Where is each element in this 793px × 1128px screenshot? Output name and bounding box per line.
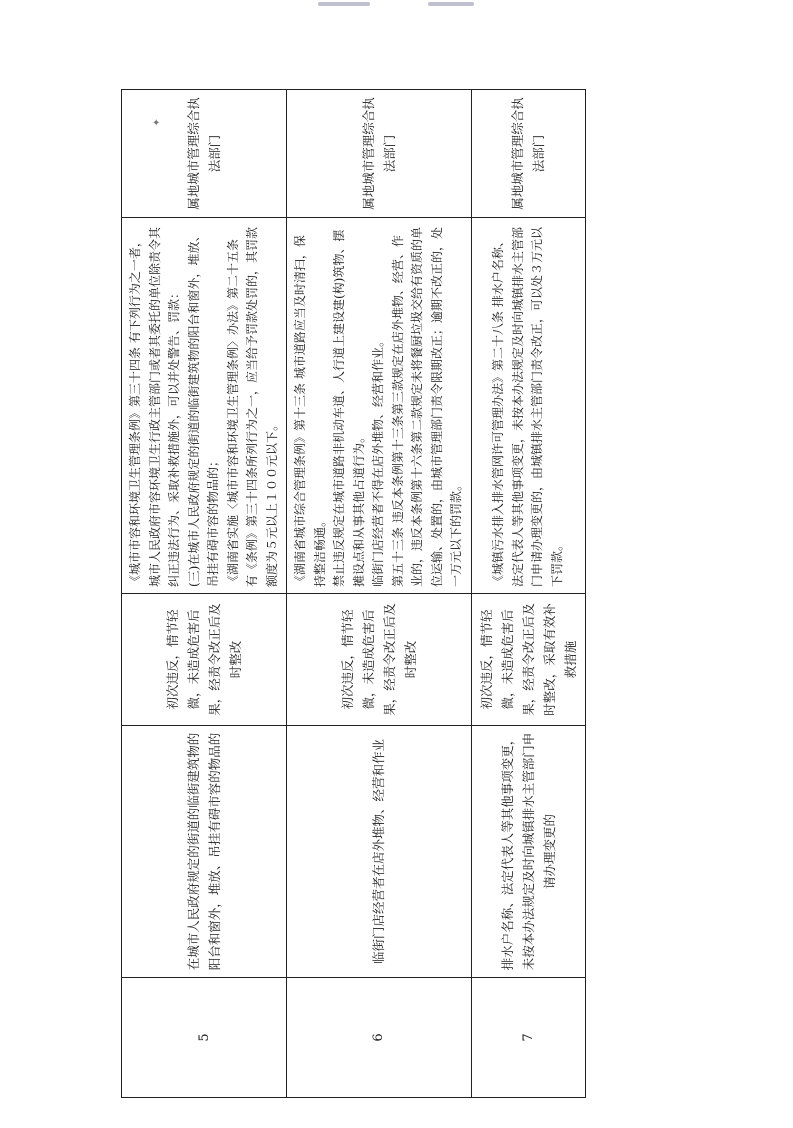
- exemption-condition: 初次违反，情节轻微，未造成危害后果，经责令改正后及时整改: [287, 594, 472, 726]
- enforcement-department: 属地城市管理综合执法部门: [287, 90, 472, 218]
- legal-basis: [122, 218, 287, 594]
- scan-speck: ✦: [152, 118, 161, 129]
- enforcement-department: 属地城市管理综合执法部门: [471, 90, 585, 218]
- table-row: [471, 90, 585, 1098]
- row-number: 6: [287, 978, 472, 1098]
- law-paragraph: 《湖南省实施〈城市市容和环境卫生管理条例〉办法》第二十五条 有《条例》第三十四条所列行为之一，应当给予罚款处罚的，其罚款额度为５元以上１００元以下。: [225, 226, 279, 587]
- law-paragraph: 临街门店经营者不得在店外堆物、经营和作业。: [371, 334, 385, 587]
- row-number: 7: [471, 978, 585, 1098]
- exemption-condition: 初次违反，情节轻微，未造成危害后果，经责令改正后及时整改: [122, 594, 287, 726]
- row-number: 5: [122, 978, 287, 1098]
- violation-behavior: 在城市人民政府规定的街道的临街建筑物的阳台和窗外，堆放、吊挂有碍市容的物品的: [122, 726, 287, 978]
- law-paragraph: 《城市市容和环境卫生管理条例》第三十四条 有下列行为之一者，城市人民政府市容环境卫生行政主管部门或者其委托的单位除责令其纠正违法行为、采取补救措施外，可以并处警告、罚款：: [128, 226, 181, 587]
- table-row: [122, 90, 287, 1098]
- legal-basis: [287, 218, 472, 594]
- violation-behavior: 排水户名称、法定代表人等其他事项变更，未按本办法规定及时向城镇排水主管部门申请办理变更的: [471, 726, 585, 978]
- law-paragraph: 《城镇污水排入排水管网许可管理办法》第二十八条 排水户名称、法定代表人等其他事项变更，未按本办法规定及时向城镇排水主管部门申请办理变更的，由城镇排水主管部门责令改正，可以处３万元以下罚款。: [491, 226, 564, 587]
- law-paragraph: 禁止违反规定在城市道路非机动车道、人行道上建设建(构)筑物、摆摊设点和从事其他占道行为。: [332, 229, 366, 587]
- table-row: [287, 90, 472, 1098]
- law-paragraph: (三)在城市人民政府规定的街道的临街建筑物的阳台和窗外，堆放、吊挂有碍市容的物品的；: [186, 229, 220, 587]
- exemption-condition: 初次违反，情节轻微，未造成危害后果，经责令改正后及时整改，采取有效补救措施: [471, 594, 585, 726]
- penalty-table: [121, 89, 586, 1098]
- law-paragraph: 《湖南省城市综合管理条例》第十三条 城市道路应当及时清扫，保持整洁畅通。: [293, 235, 327, 587]
- scan-artifact-right: [428, 2, 474, 6]
- enforcement-department: 属地城市管理综合执法部门: [122, 90, 287, 218]
- law-paragraph: 第五十三条 违反本条例第十三条第三款规定在店外堆物、经营、作业的，违反本条例第十六条第二款规定未将餐厨垃圾交给有资质的单位运输、处置的，由城市管理部门责令限期改正；逾期不改正的，处一万元以下的罚款。: [390, 226, 463, 587]
- rotated-table-wrapper: [121, 90, 578, 1098]
- scan-artifact-left: [318, 2, 370, 6]
- legal-basis: [471, 218, 585, 594]
- violation-behavior: 临街门店经营者在店外堆物、经营和作业: [287, 726, 472, 978]
